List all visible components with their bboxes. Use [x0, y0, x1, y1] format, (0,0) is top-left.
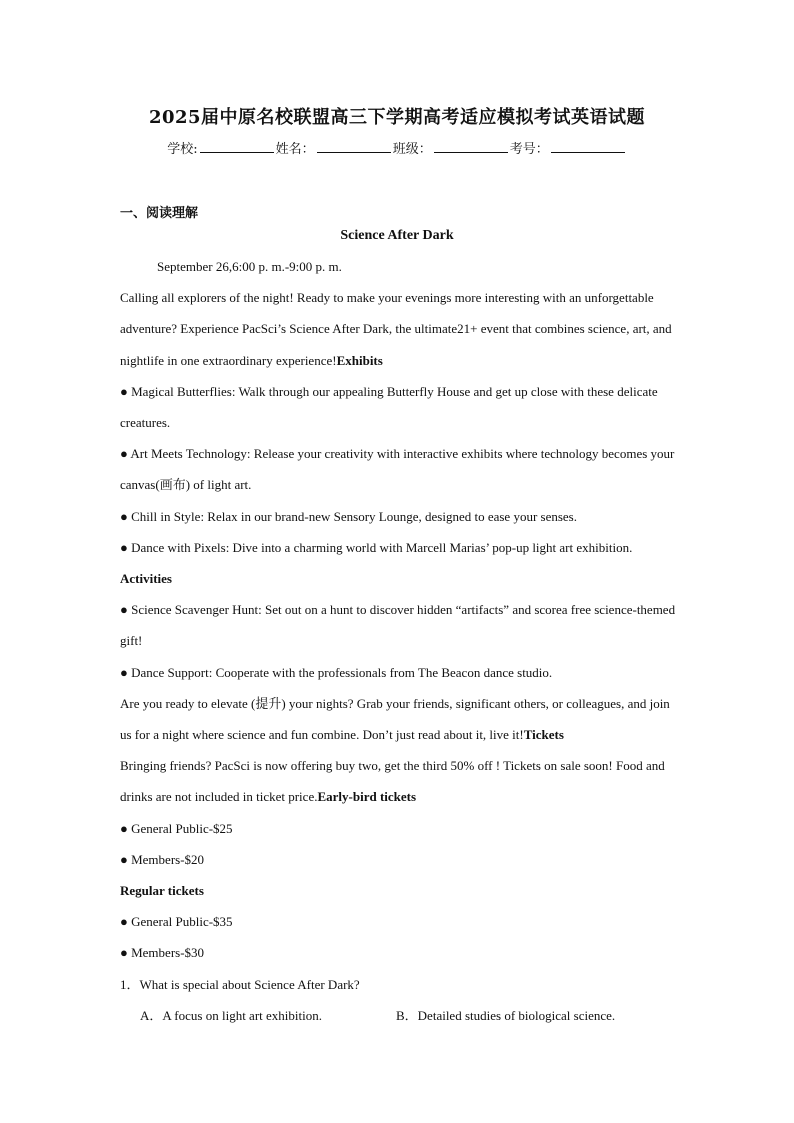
option-b: B．Detailed studies of biological science. [396, 1007, 616, 1023]
passage-closing: Are you ready to elevate (提升) your nights? Grab your friends, significant others, or colleagues, and join us for a night where science and fun combine. Don’t just read about it, live it!Tickets [120, 695, 670, 743]
exam-title: 2025届中原名校联盟高三下学期高考适应模拟考试英语试题 [148, 107, 646, 128]
number-label: 考号： [509, 142, 549, 157]
question-stem: 1．What is special about Science After Dark? [120, 976, 360, 992]
tickets-heading: Tickets [523, 727, 564, 743]
passage-body [120, 251, 676, 1031]
school-label: 学校: [167, 142, 198, 157]
early-bird-heading: Early-bird tickets [317, 789, 417, 805]
activity-item: ● Science Scavenger Hunt: Set out on a hunt to discover hidden “artifacts” and scorea free science-themed gift! [120, 602, 676, 649]
passage-title: Science After Dark [340, 228, 454, 243]
student-info-line [0, 138, 794, 157]
section-heading: 一、阅读理解 [120, 206, 199, 221]
tickets-text: Bringing friends? PacSci is now offering buy two, get the third 50% off ! Tickets on sale soon! Food and drinks are not included in ticket price.Early-bird tickets [120, 758, 665, 805]
activity-item: ● Dance Support: Cooperate with the professionals from The Beacon dance studio. [120, 664, 553, 680]
passage-intro: Calling all explorers of the night! Ready to make your evenings more interesting with an unforgettable adventure? Experience PacSci’s Science After Dark, the ultimate21+ event that combines science, art, and nightlife in one extraordinary experience!Exhibits [120, 290, 672, 368]
name-label: 姓名： [275, 142, 315, 157]
price-item: ● Members-$30 [120, 945, 205, 961]
exhibit-item: ● Art Meets Technology: Release your creativity with interactive exhibits where technology becomes your canvas(画布) of light art. [120, 446, 675, 493]
option-a: A．A focus on light art exhibition. [140, 1007, 322, 1023]
class-label: 班级： [392, 142, 432, 157]
exhibit-item: ● Chill in Style: Relax in our brand-new Sensory Lounge, designed to ease your senses. [120, 508, 577, 524]
school-blank [200, 140, 274, 153]
question-options [120, 1000, 676, 1031]
price-item: ● Members-$20 [120, 851, 205, 867]
name-blank [317, 140, 391, 153]
regular-heading: Regular tickets [120, 883, 204, 899]
activities-heading: Activities [120, 571, 172, 587]
passage-date: September 26,6:00 p. m.-9:00 p. m. [157, 259, 342, 274]
number-blank [551, 140, 625, 153]
price-item: ● General Public-$35 [120, 914, 233, 930]
class-blank [434, 140, 508, 153]
exhibit-item: ● Magical Butterflies: Walk through our appealing Butterfly House and get up close with these delicate creatures. [120, 383, 658, 431]
exhibits-heading: Exhibits [336, 352, 383, 368]
exhibit-item: ● Dance with Pixels: Dive into a charming world with Marcell Marias’ pop-up light art exhibition. [120, 539, 633, 555]
price-item: ● General Public-$25 [120, 820, 233, 836]
